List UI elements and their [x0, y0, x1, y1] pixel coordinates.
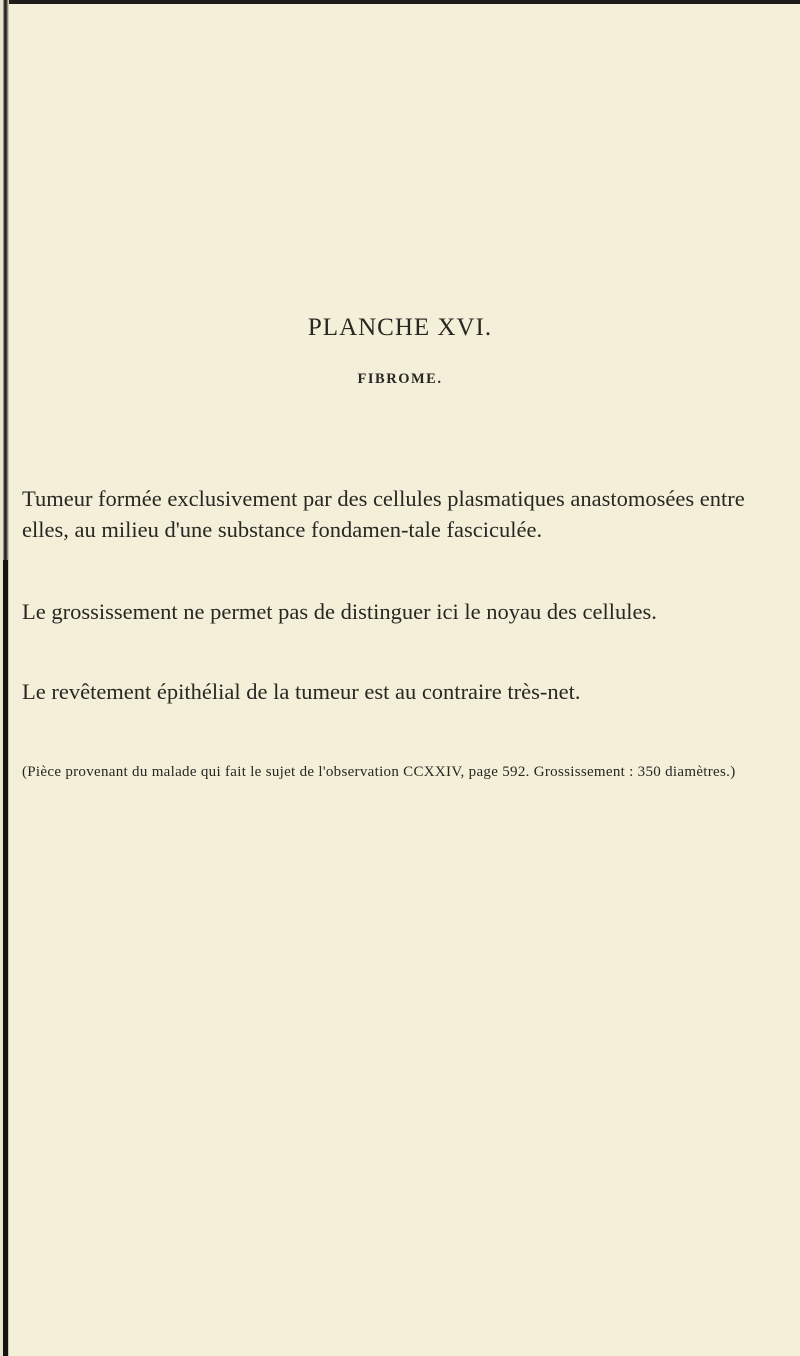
- page-top-edge: [0, 0, 800, 4]
- plate-subtitle: FIBROME.: [357, 371, 443, 387]
- paragraph-description: Tumeur formée exclusivement par des cellules plasmatiques anastomosées entre elles, au milieu d'une substance fondamen-tale fasciculée.: [22, 486, 745, 542]
- plate-title: PLANCHE XVI.: [307, 314, 493, 341]
- paragraph-epithelium: Le revêtement épithélial de la tumeur est au contraire très-net.: [22, 679, 581, 704]
- paragraph-magnification: Le grossissement ne permet pas de distinguer ici le noyau des cellules.: [22, 599, 657, 624]
- page-binding-shadow: [3, 560, 8, 1356]
- caption: (Pièce provenant du malade qui fait le sujet de l'observation CCXXIV, page 592. Grossissement : 350 diamètres.): [22, 764, 736, 780]
